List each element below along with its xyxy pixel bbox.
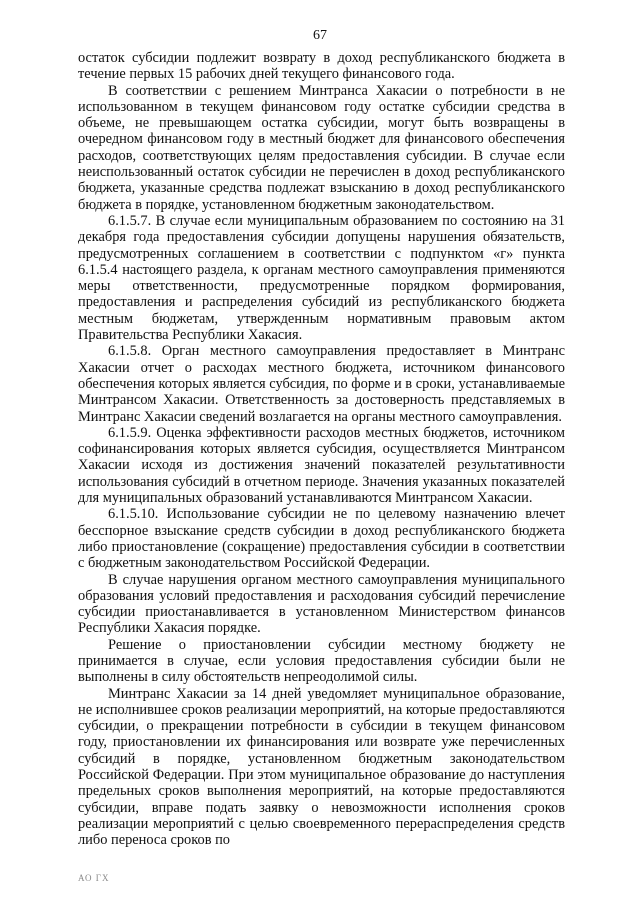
paragraph-6-1-5-9: 6.1.5.9. Оценка эффективности расходов местных бюджетов, источником софинансирования которых является субсидия, осуществляется Минтрансом Хакасии исходя из достижения значений показателей результативности использования субсидий в отчетном периоде. Значения указанных показателей для муниципальных образований устанавливаются Минтрансом Хакасии.	[78, 424, 565, 507]
paragraph-violation: В случае нарушения органом местного самоуправления муниципального образования условий предоставления и расходования субсидий перечисление субсидии приостанавливается в установленном Министерством финансов Республики Хакасия порядке.	[78, 571, 565, 637]
paragraph-1: остаток субсидии подлежит возврату в доход республиканского бюджета в течение первых 15 рабочих дней текущего финансового года.	[78, 50, 565, 83]
paragraph-6-1-5-7: 6.1.5.7. В случае если муниципальным образованием по состоянию на 31 декабря года предоставления субсидии допущены нарушения обязательств, предусмотренных соглашением в соответствии с подпунктом «г» пункта 6.1.5.4 настоящего раздела, к органам местного самоуправления применяются меры ответственности, предусмотренные порядком формирования, предоставления и распределения субсидий из республиканского бюджета местным бюджетам, утвержденным нормативным правовым актом Правительства Республики Хакасия.	[78, 212, 565, 344]
footer-mark: АО ГХ	[78, 873, 110, 883]
page-number: 67	[313, 28, 327, 43]
paragraph-force-majeure: Решение о приостановлении субсидии местному бюджету не принимается в случае, если условия предоставления субсидии были не выполнены в силу обстоятельств непреодолимой силы.	[78, 636, 565, 686]
paragraph-notification: Минтранс Хакасии за 14 дней уведомляет муниципальное образование, не исполнившее сроков реализации мероприятий, на которые предоставляются субсидии, о прекращении потребности в субсидии в текущем финансовом году, приостановлении их финансирования или возврате уже перечисленных субсидий в порядке, установленном бюджетным законодательством Российской Федерации. При этом муниципальное образование до наступления предельных сроков выполнения мероприятий, на которые предоставляются субсидии, вправе подать заявку о невозможности исполнения сроков реализации мероприятий с целью своевременного перераспределения средств либо переноса сроков по	[78, 685, 565, 849]
paragraph-2: В соответствии с решением Минтранса Хакасии о потребности в не использованном в текущем финансовом году остатке субсидии средства в объеме, не превышающем остатка субсидии, могут быть возвращены в очередном финансовом году в местный бюджет для финансового обеспечения расходов, соответствующих целям предоставления субсидии. В случае если неиспользованный остаток субсидии не перечислен в доход республиканского бюджета, указанные средства подлежат взысканию в доход республиканского бюджета в порядке, установленном бюджетным законодательством.	[78, 82, 565, 213]
paragraph-6-1-5-10: 6.1.5.10. Использование субсидии не по целевому назначению влечет бесспорное взыскание средств субсидии в доход республиканского бюджета либо приостановление (сокращение) предоставления субсидии в соответствии с бюджетным законодательством Российской Федерации.	[78, 506, 565, 572]
paragraph-6-1-5-8: 6.1.5.8. Орган местного самоуправления предоставляет в Минтранс Хакасии отчет о расходах местного бюджета, источником финансового обеспечения которых является субсидия, по форме и в сроки, устанавливаемые Минтрансом Хакасии. Ответственность за достоверность представляемых в Минтранс Хакасии сведений возлагается на органы местного самоуправления.	[78, 343, 565, 425]
document-body	[78, 50, 565, 849]
